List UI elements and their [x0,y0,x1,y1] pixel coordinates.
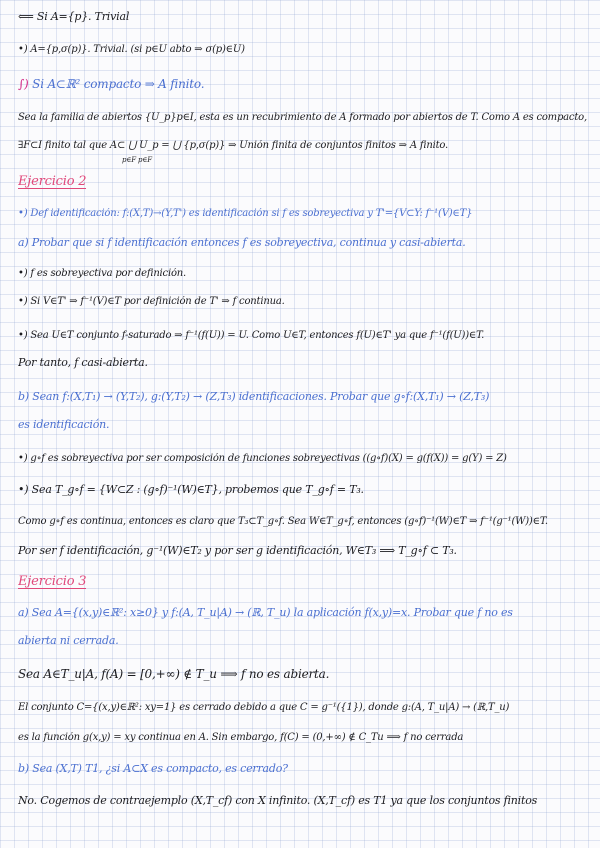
heading-ejercicio-3: Ejercicio 3 [18,574,87,589]
note-line-24: No. Cogemos de contraejemplo (X,T_cf) con X infinito. (X,T_cf) es T1 ya que los conjuntos finitos [18,794,538,807]
note-line-5: ∃F⊂I finito tal que A⊂ ⋃ U_p = ⋃ {p,σ(p)} ⇒ Unión finita de conjuntos finitos ⇒ A finito. [18,140,449,151]
note-line-11: Por tanto, f casi-abierta. [18,356,148,369]
exercise-3a-statement: a) Sea A={(x,y)∈ℝ²: x≥0} y f:(A, T_u|A) → (ℝ, T_u) la aplicación f(x,y)=x. Probar que f no es [18,606,513,619]
note-line-17: Por ser f identificación, g⁻¹(W)∈T₂ y por ser g identificación, W∈T₃ ⟹ T_g∘f ⊂ T₃. [18,544,457,557]
note-line-9: •) Si V∈T' ⇒ f⁻¹(V)∈T por definición de T' ⇒ f continua. [18,296,285,307]
note-line-20: Sea A∈T_u|A, f(A) = [0,+∞) ∉ T_u ⟹ f no es abierta. [18,667,330,681]
exercise-2b-statement-cont: es identificación. [18,418,110,431]
note-line-8: •) f es sobreyectiva por definición. [18,268,186,279]
note-line-21: El conjunto C={(x,y)∈ℝ²: xy=1} es cerrado debido a que C = g⁻¹({1}), donde g:(A, T_u|A) → (ℝ,T_u) [18,702,510,713]
note-line-2: •) A={p,σ(p)}. Trivial. (si p∈U abto ⇒ σ(p)∈U) [18,44,245,55]
note-line-22: es la función g(x,y) = xy continua en A. Sin embargo, f(C) = (0,+∞) ∉ C_Tu ⟹ f no cerrada [18,732,464,743]
note-line-10: •) Sea U∈T conjunto f-saturado ⇒ f⁻¹(f(U)) = U. Como U∈T, entonces f(U)∈T' ya que f⁻¹(f(U))∈T. [18,330,485,341]
exercise-3a-statement-cont: abierta ni cerrada. [18,634,119,647]
note-line-5-subscripts: p∈F p∈F [122,156,152,164]
implication-mark: ∫) [18,77,29,91]
note-line-14: •) g∘f es sobreyectiva por ser composición de funciones sobreyectivas ((g∘f)(X) = g(f(X)) = g(Y) = Z) [18,453,507,464]
definition-identificacion: •) Def identificación: f:(X,T)→(Y,T') es identificación si f es sobreyectiva y T'={V⊂Y: f⁻¹(V)∈T} [18,208,473,219]
exercise-2b-statement: b) Sean f:(X,T₁) → (Y,T₂), g:(Y,T₂) → (Z,T₃) identificaciones. Probar que g∘f:(X,T₁) → (Z,T₃) [18,390,490,403]
note-line-15: •) Sea T_g∘f = {W⊂Z : (g∘f)⁻¹(W)∈T}, probemos que T_g∘f = T₃. [18,483,364,496]
note-line-4: Sea la familia de abiertos {U_p}p∈I, esta es un recubrimiento de A formado por abiertos de T. Como A es compacto, [18,112,587,123]
heading-ejercicio-2: Ejercicio 2 [18,174,87,189]
exercise-2a-statement: a) Probar que si f identificación entonces f es sobreyectiva, continua y casi-abierta. [18,236,466,249]
exercise-3b-statement: b) Sea (X,T) T1, ¿si A⊂X es compacto, es cerrado? [18,762,288,775]
note-line-1: ⟸ Si A={p}. Trivial [18,10,130,23]
claim-compact-finite: Si A⊂ℝ² compacto ⇒ A finito. [32,77,205,91]
note-line-3 [18,77,600,91]
note-line-16: Como g∘f es continua, entonces es claro que T₃⊂T_g∘f. Sea W∈T_g∘f, entonces (g∘f)⁻¹(W)∈T ⇒ f⁻¹(g⁻¹(W))∈T. [18,516,548,527]
